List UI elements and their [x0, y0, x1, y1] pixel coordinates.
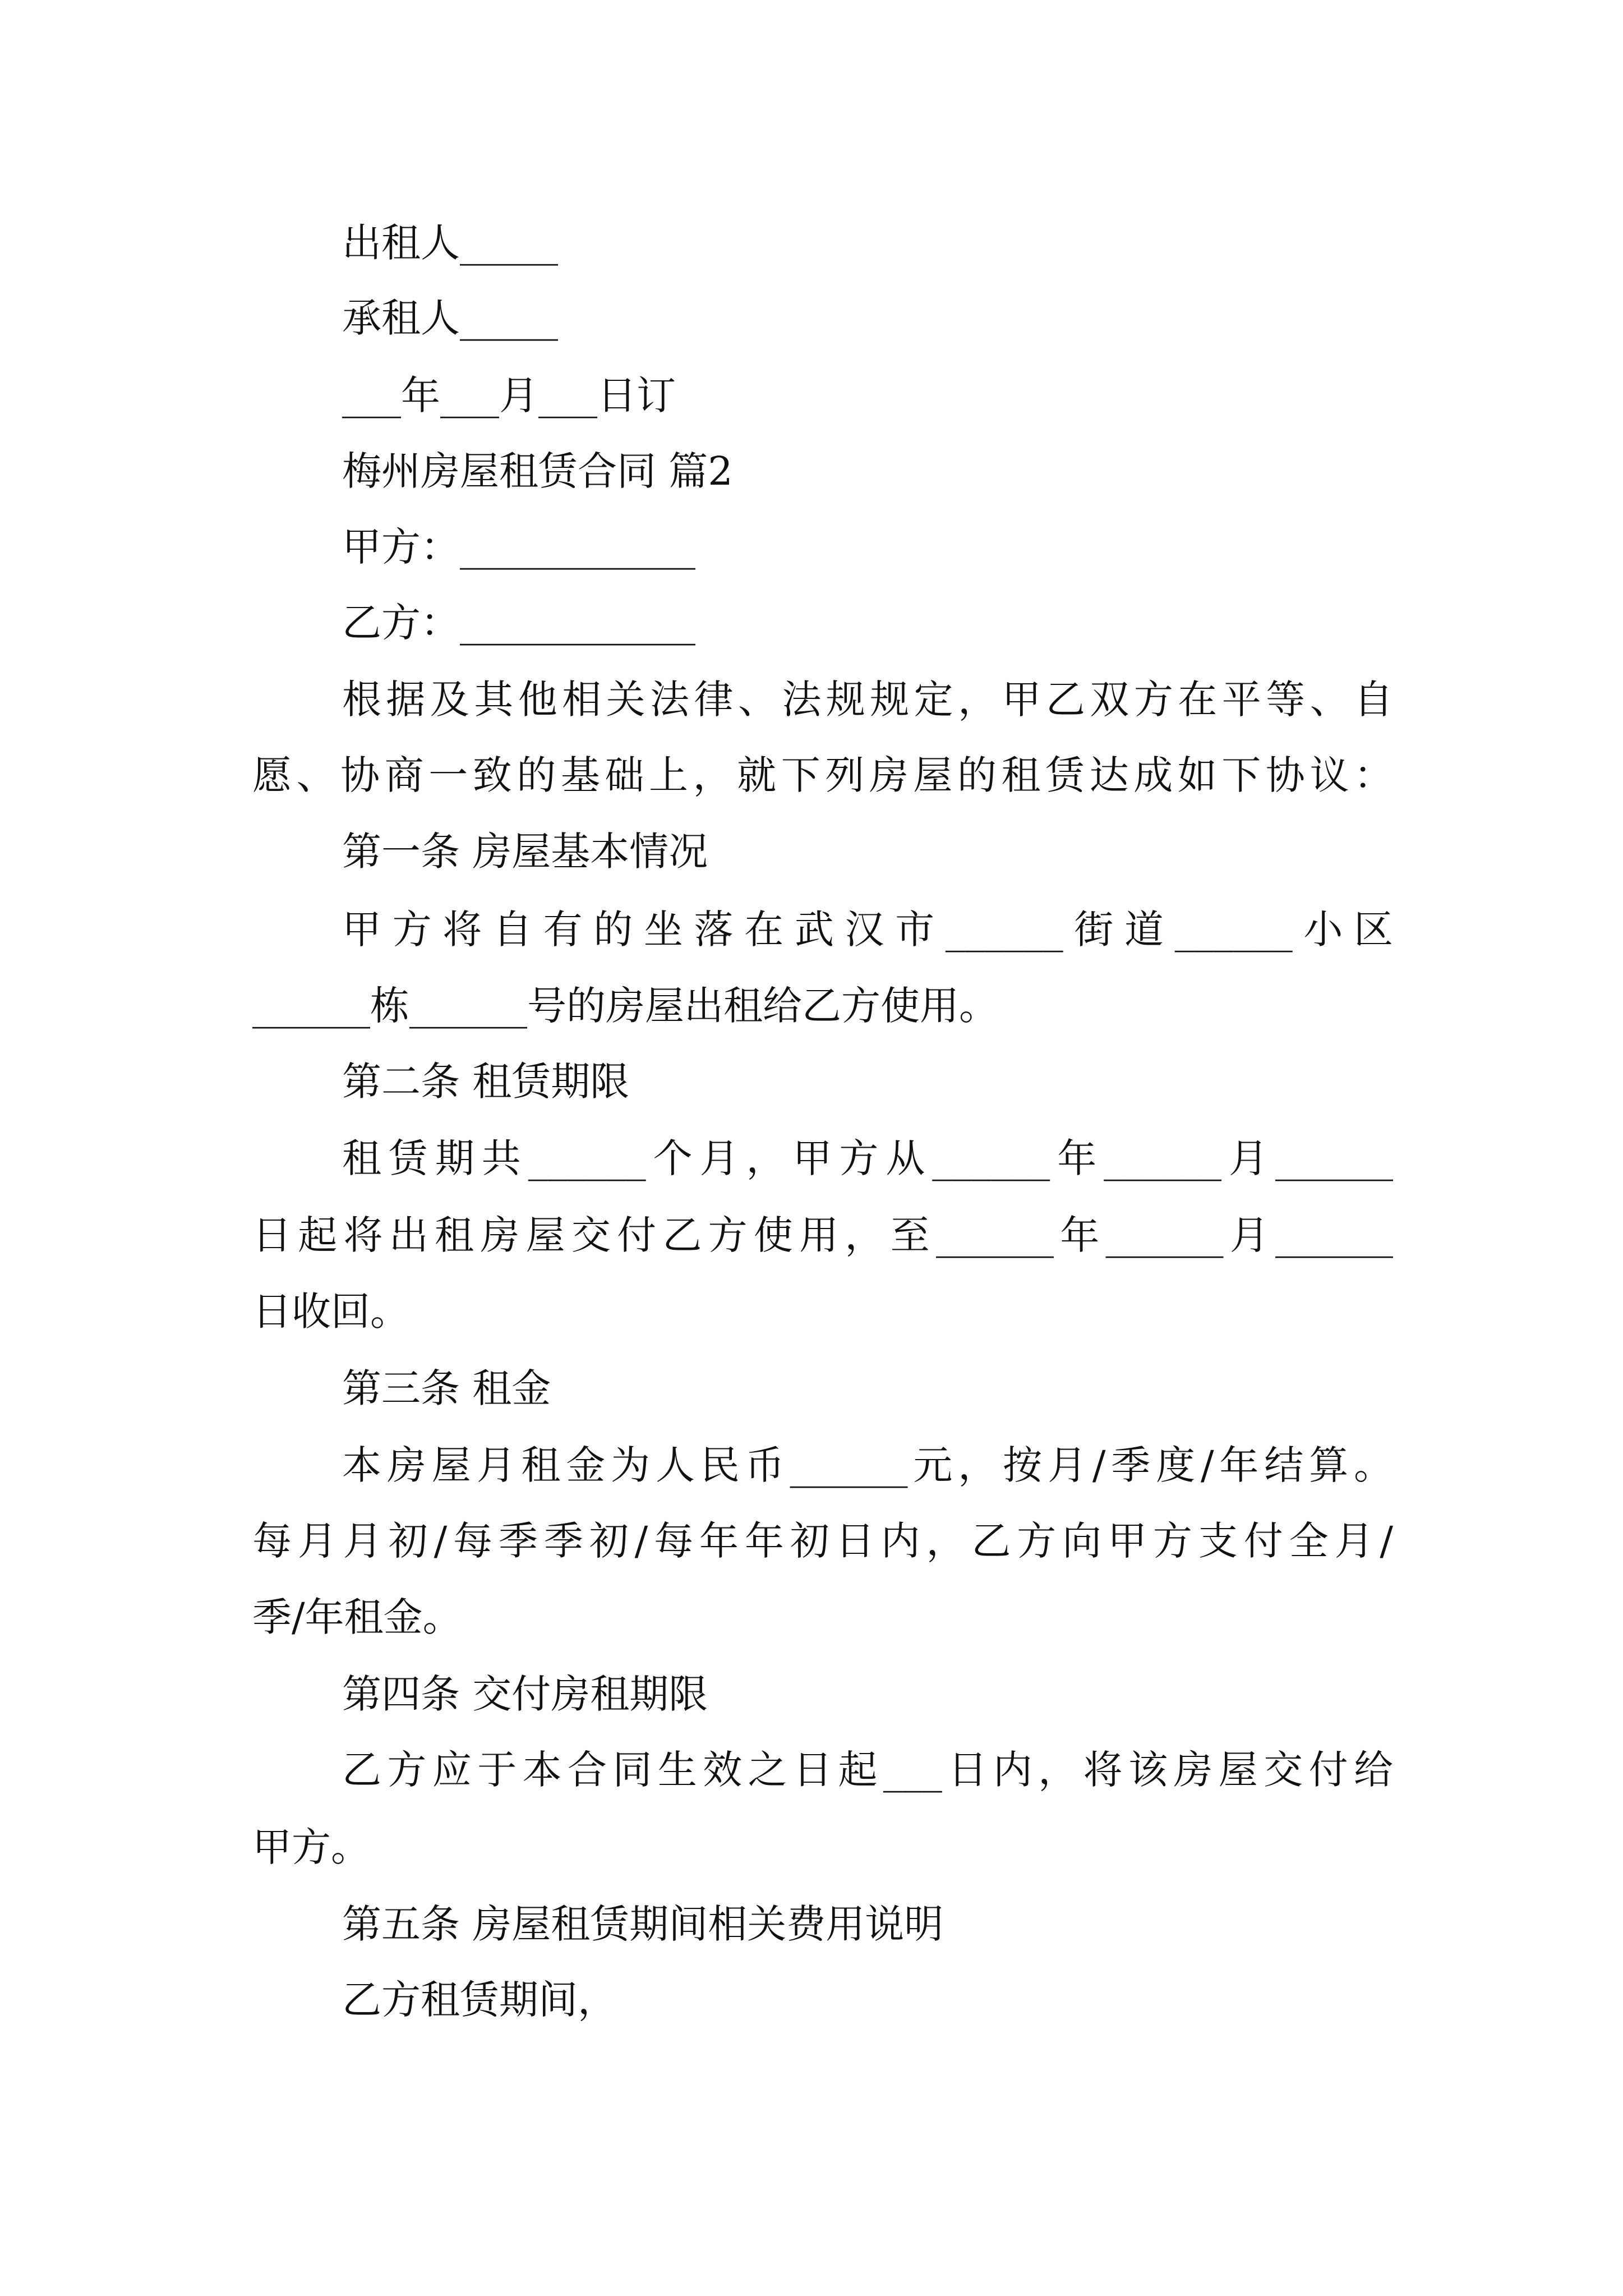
party-a-line: 甲方：____________	[342, 524, 695, 570]
preamble-line-1: 根据及其他相关法律、法规规定，甲乙双方在平等、自	[342, 677, 1393, 723]
article-5-heading: 第五条 房屋租赁期间相关费用说明	[342, 1901, 944, 1947]
article-4-heading: 第四条 交付房租期限	[342, 1671, 708, 1717]
contract-section-title: 梅州房屋租赁合同 篇2	[342, 448, 733, 494]
article-1-text-line-2: ______栋______号的房屋出租给乙方使用。	[252, 983, 998, 1029]
article-1-heading: 第一条 房屋基本情况	[342, 829, 708, 875]
article-3-text-line-1: 本房屋月租金为人民币______元，按月/季度/年结算。	[342, 1442, 1393, 1488]
article-2-text-line-1: 租赁期共______个月，甲方从______年______月______	[342, 1135, 1393, 1181]
preamble-line-2: 愿、协商一致的基础上，就下列房屋的租赁达成如下协议：	[252, 752, 1393, 798]
article-3-text-line-3: 季/年租金。	[252, 1594, 462, 1640]
party-b-line: 乙方：____________	[342, 600, 695, 646]
article-3-heading: 第三条 租金	[342, 1365, 551, 1411]
article-4-text-line-1: 乙方应于本合同生效之日起___日内，将该房屋交付给	[342, 1747, 1393, 1793]
article-3-text-line-2: 每月月初/每季季初/每年年初日内，乙方向甲方支付全月/	[252, 1518, 1393, 1564]
article-1-text-line-1: 甲方将自有的坐落在武汉市______街道______小区	[342, 907, 1393, 953]
article-2-text-line-2: 日起将出租房屋交付乙方使用，至______年______月______	[252, 1212, 1393, 1258]
article-2-text-line-3: 日收回。	[252, 1289, 409, 1335]
article-4-text-line-2: 甲方。	[252, 1824, 370, 1870]
signing-date-line: ___年___月___日订	[342, 372, 676, 418]
article-2-heading: 第二条 租赁期限	[342, 1059, 630, 1105]
article-5-text-line-1: 乙方租赁期间，	[342, 1977, 617, 2023]
lessor-signature-line: 出租人_____	[342, 220, 558, 266]
lessee-signature-line: 承租人_____	[342, 295, 558, 341]
